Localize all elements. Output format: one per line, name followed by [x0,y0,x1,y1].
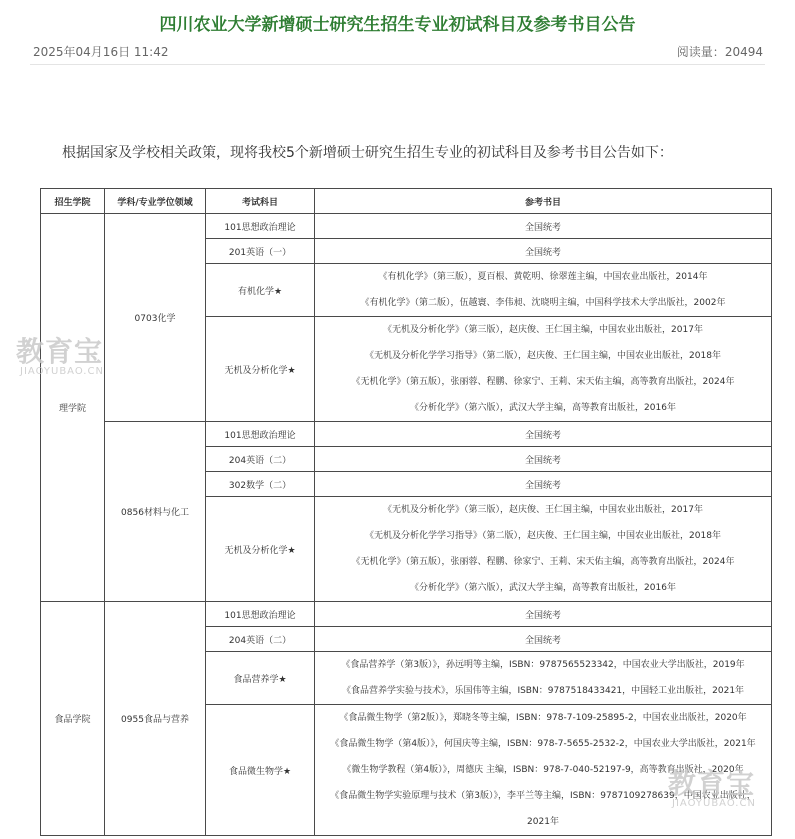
major-cell: 0856材料与化工 [105,422,206,602]
reference-cell [315,705,772,836]
reference-cell: 全国统考 [315,602,772,627]
read-count-label: 阅读量： [676,45,725,59]
table-row [41,602,772,627]
subject-cell: 101思想政治理论 [206,422,315,447]
subject-cell: 101思想政治理论 [206,214,315,239]
reference-line: 《食品微生物学（第2版）》，郑晓冬等主编，ISBN：978-7-109-25895-2，中国农业出版社，2020年 [339,713,747,723]
table-row [41,422,772,447]
reference-line: 《食品微生物学（第4版）》，何国庆等主编，ISBN：978-7-5655-2532-2，中国农业大学出版社，2021年 [330,739,756,749]
read-count [677,43,763,60]
reference-line: 《无机化学》（第五版），张丽蓉、程鹏、徐家宁、王莉、宋天佑主编，高等教育出版社，2024年 [351,557,735,567]
reference-cell [315,317,772,422]
reference-cell: 全国统考 [315,239,772,264]
subject-cell: 无机及分析化学★ [206,497,315,602]
reference-cell: 全国统考 [315,422,772,447]
read-count-value: 20494 [724,45,763,59]
subjects-table [40,188,772,836]
reference-line: 《分析化学》（第六版），武汉大学主编，高等教育出版社，2016年 [410,403,676,413]
watermark-logo: 教育宝 [668,767,756,800]
reference-line: 《食品微生物学实验原理与技术（第3版）》，李平兰等主编，ISBN：9787109278639，中国农业出版社， [330,791,756,801]
college-cell: 理学院 [41,214,105,602]
reference-cell [315,652,772,705]
reference-line: 《无机及分析化学》（第三版），赵庆俊、王仁国主编，中国农业出版社，2017年 [383,325,703,335]
watermark-url: JIAOYUBAO.CN [672,798,756,809]
reference-cell [315,264,772,317]
reference-line: 《分析化学》（第六版），武汉大学主编，高等教育出版社，2016年 [410,583,676,593]
reference-cell: 全国统考 [315,447,772,472]
reference-cell [315,497,772,602]
header-major: 学科/专业学位领域 [105,189,206,214]
reference-line: 《有机化学》（第三版），夏百根、黄乾明、徐翠莲主编，中国农业出版社，2014年 [378,272,708,282]
subject-cell: 201英语（一） [206,239,315,264]
reference-line: 2021年 [527,817,559,827]
major-cell: 0955食品与营养 [105,602,206,836]
reference-line: 《无机及分析化学学习指导》（第二版），赵庆俊、王仁国主编，中国农业出版社，2018年 [365,531,721,541]
subject-cell: 204英语（二） [206,447,315,472]
subject-cell: 302数学（二） [206,472,315,497]
watermark-logo: 教育宝 [16,335,104,368]
table-header-row [41,189,772,214]
reference-line: 《微生物学教程（第4版）》，周德庆 主编，ISBN：978-7-040-52197-9，高等教育出版社，2020年 [342,765,744,775]
subject-cell: 有机化学★ [206,264,315,317]
intro-paragraph: 根据国家及学校相关政策，现将我校5个新增硕士研究生招生专业的初试科目及参考书目公告如下： [62,145,673,161]
subject-cell: 101思想政治理论 [206,602,315,627]
reference-line: 《食品营养学（第3版）》，孙远明等主编，ISBN：9787565523342，中国农业大学出版社，2019年 [341,660,745,670]
subject-cell: 食品营养学★ [206,652,315,705]
subject-cell: 食品微生物学★ [206,705,315,836]
reference-cell: 全国统考 [315,214,772,239]
college-cell: 食品学院 [41,602,105,836]
reference-cell: 全国统考 [315,627,772,652]
subject-cell: 无机及分析化学★ [206,317,315,422]
subject-cell: 204英语（二） [206,627,315,652]
header-references: 参考书目 [315,189,772,214]
reference-line: 《有机化学》（第二版），伍越寰、李伟昶、沈晓明主编，中国科学技术大学出版社，2002年 [360,298,726,308]
reference-line: 《食品营养学实验与技术》，乐国伟等主编，ISBN：9787518433421，中国轻工业出版社，2021年 [341,686,745,696]
major-cell: 0703化学 [105,214,206,422]
publish-date: 2025年04月16日 11:42 [33,45,169,59]
page-title: 四川农业大学新增硕士研究生招生专业初试科目及参考书目公告 [159,15,636,35]
reference-line: 《无机及分析化学》（第三版），赵庆俊、王仁国主编，中国农业出版社，2017年 [383,505,703,515]
header-subject: 考试科目 [206,189,315,214]
reference-cell: 全国统考 [315,472,772,497]
header-divider [30,64,765,65]
table-row [41,214,772,239]
header-college: 招生学院 [41,189,105,214]
reference-line: 《无机化学》（第五版），张丽蓉、程鹏、徐家宁、王莉、宋天佑主编，高等教育出版社，2024年 [351,377,735,387]
watermark-url: JIAOYUBAO.CN [20,366,104,377]
reference-line: 《无机及分析化学学习指导》（第二版），赵庆俊、王仁国主编，中国农业出版社，2018年 [365,351,721,361]
